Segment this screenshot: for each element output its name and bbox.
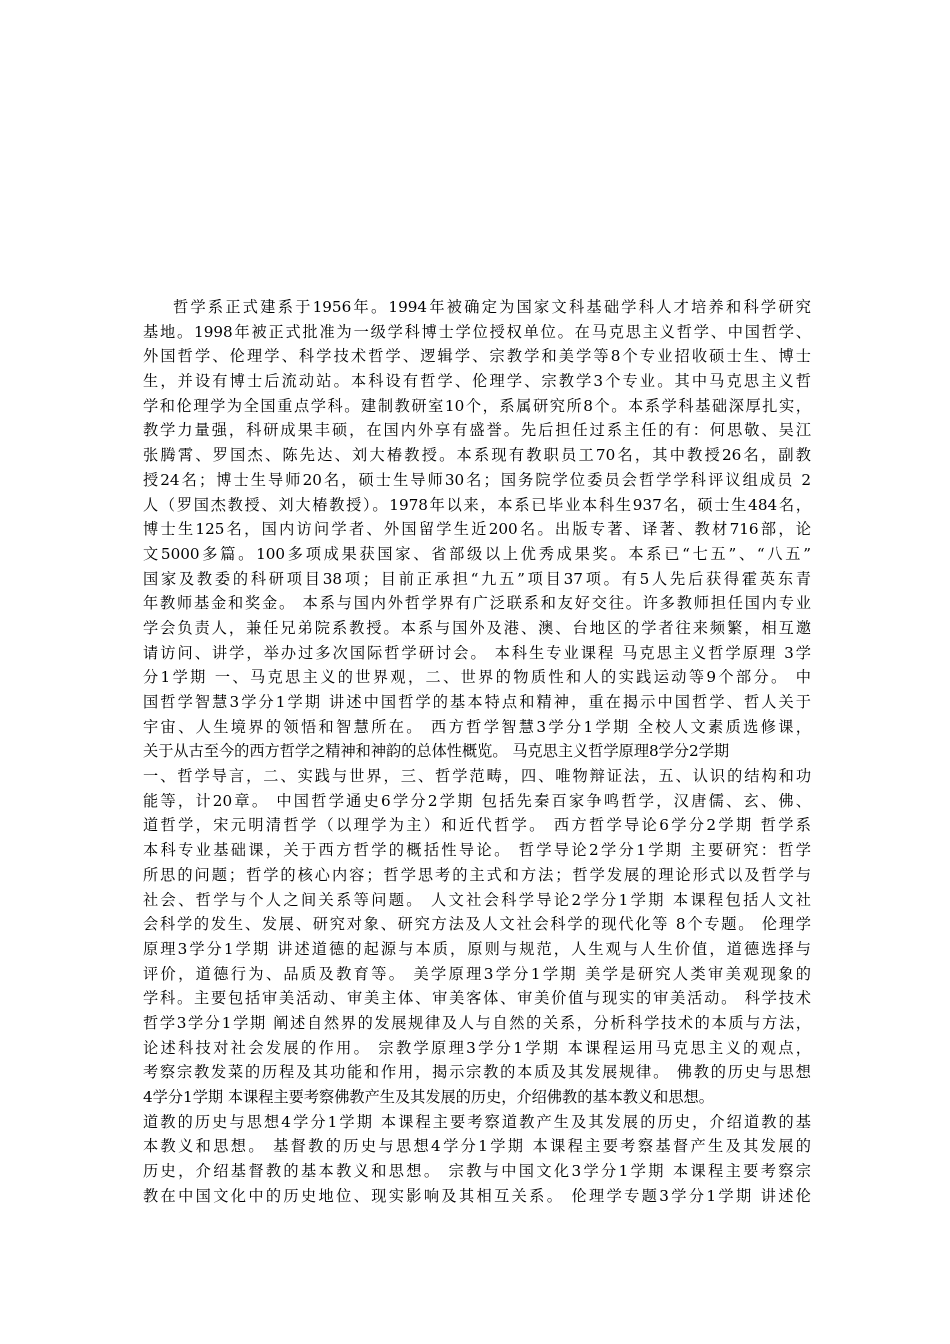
text-line: 道哲学，宋元明清哲学（以理学为主）和近代哲学。 西方哲学导论6学分2学期 哲学系 <box>143 816 811 835</box>
text-line: 道教的历史与思想4学分1学期 本课程主要考察道教产生及其发展的历史，介绍道教的基 <box>143 1112 811 1131</box>
text-line: 文5000多篇。100多项成果获国家、省部级以上优秀成果奖。本系已“七五”、“八五” <box>143 544 811 563</box>
text-line: 会科学的发生、发展、研究对象、研究方法及人文社会科学的现代化等 8个专题。 伦理学 <box>143 915 811 934</box>
text-line: 社会、哲学与个人之间关系等问题。 人文社会科学导论2学分1学期 本课程包括人文社 <box>143 890 811 909</box>
text-line: 4学分1学期 本课程主要考察佛教产生及其发展的历史，介绍佛教的基本教义和思想。 <box>143 1088 714 1106</box>
text-line: 历史，介绍基督教的基本教义和思想。 宗教与中国文化3学分1学期 本课程主要考察宗 <box>143 1162 811 1181</box>
text-line: 一、哲学导言，二、实践与世界，三、哲学范畴，四、唯物辩证法，五、认识的结构和功 <box>143 767 811 786</box>
text-line: 基地。1998年被正式批准为一级学科博士学位授权单位。在马克思主义哲学、中国哲学、 <box>143 322 811 341</box>
text-line: 评价，道德行为、品质及教育等。 美学原理3学分1学期 美学是研究人类审美观现象的 <box>143 964 811 983</box>
text-line: 请访问、讲学，举办过多次国际哲学研讨会。 本科生专业课程 马克思主义哲学原理 3学 <box>143 643 811 662</box>
text-line: 原理3学分1学期 讲述道德的起源与本质，原则与规范，人生观与人生价值，道德选择与 <box>143 939 811 958</box>
text-line: 哲学系正式建系于1956年。1994年被确定为国家文科基础学科人才培养和科学研究 <box>173 298 811 316</box>
text-line: 教学力量强，科研成果丰硕，在国内外享有盛誉。先后担任过系主任的有：何思敬、吴江 <box>143 421 811 440</box>
text-line: 本科专业基础课，关于西方哲学的概括性导论。 哲学导论2学分1学期 主要研究：哲学 <box>143 841 811 860</box>
text-line: 生，并设有博士后流动站。本科设有哲学、伦理学、宗教学3个专业。其中马克思主义哲 <box>143 372 811 391</box>
text-line: 国哲学智慧3学分1学期 讲述中国哲学的基本特点和精神，重在揭示中国哲学、哲人关于 <box>143 693 811 711</box>
text-line: 分1学期 一、马克思主义的世界观，二、世界的物质性和人的实践运动等9个部分。 中 <box>143 668 811 687</box>
text-line: 博士生125名，国内访问学者、外国留学生近200名。出版专著、译著、教材716部，论 <box>143 520 811 539</box>
text-line: 考察宗教发菜的历程及其功能和作用，揭示宗教的本质及其发展规律。 佛教的历史与思想 <box>143 1063 811 1082</box>
text-line: 所思的问题；哲学的核心内容；哲学思考的主式和方法；哲学发展的理论形式以及哲学与 <box>143 865 811 884</box>
text-line: 国家及教委的科研项目38项；目前正承担“九五”项目37项。有5人先后获得霍英东青 <box>143 569 811 588</box>
body-paragraph <box>143 295 811 1208</box>
text-line: 能等，计20章。 中国哲学通史6学分2学期 包括先秦百家争鸣哲学，汉唐儒、玄、佛、 <box>143 791 811 810</box>
text-line: 学和伦理学为全国重点学科。建制教研室10个，系属研究所8个。本系学科基础深厚扎实， <box>143 396 811 415</box>
text-line: 学会负责人，兼任兄弟院系教授。本系与国外及港、澳、台地区的学者往来频繁，相互邀 <box>143 618 811 637</box>
text-line: 关于从古至今的西方哲学之精神和神韵的总体性概览。 马克思主义哲学原理8学分2学期 <box>143 742 730 761</box>
text-line: 论述科技对社会发展的作用。 宗教学原理3学分1学期 本课程运用马克思主义的观点， <box>143 1038 811 1057</box>
text-line: 学科。主要包括审美活动、审美主体、审美客体、审美价值与现实的审美活动。 科学技术 <box>143 989 811 1008</box>
text-line: 授24名；博士生导师20名，硕士生导师30名；国务院学位委员会哲学学科评议组成员 2 <box>143 470 811 489</box>
text-line: 外国哲学、伦理学、科学技术哲学、逻辑学、宗教学和美学等8个专业招收硕士生、博士 <box>143 347 811 366</box>
text-line: 年教师基金和奖金。 本系与国内外哲学界有广泛联系和友好交往。许多教师担任国内专业 <box>143 594 811 613</box>
text-line: 本教义和思想。 基督教的历史与思想4学分1学期 本课程主要考察基督产生及其发展的 <box>143 1137 811 1156</box>
text-line: 宇宙、人生境界的领悟和智慧所在。 西方哲学智慧3学分1学期 全校人文素质选修课， <box>143 717 811 736</box>
text-line: 人（罗国杰教授、刘大椿教授）。1978年以来，本系已毕业本科生937名，硕士生484名， <box>143 495 811 514</box>
text-line: 张腾霄、罗国杰、陈先达、刘大椿教授。本系现有教职员工70名，其中教授26名，副教 <box>143 446 811 465</box>
text-line: 教在中国文化中的历史地位、现实影响及其相互关系。 伦理学专题3学分1学期 讲述伦 <box>143 1186 811 1205</box>
text-line: 哲学3学分1学期 阐述自然界的发展规律及人与自然的关系，分析科学技术的本质与方法， <box>143 1013 811 1032</box>
